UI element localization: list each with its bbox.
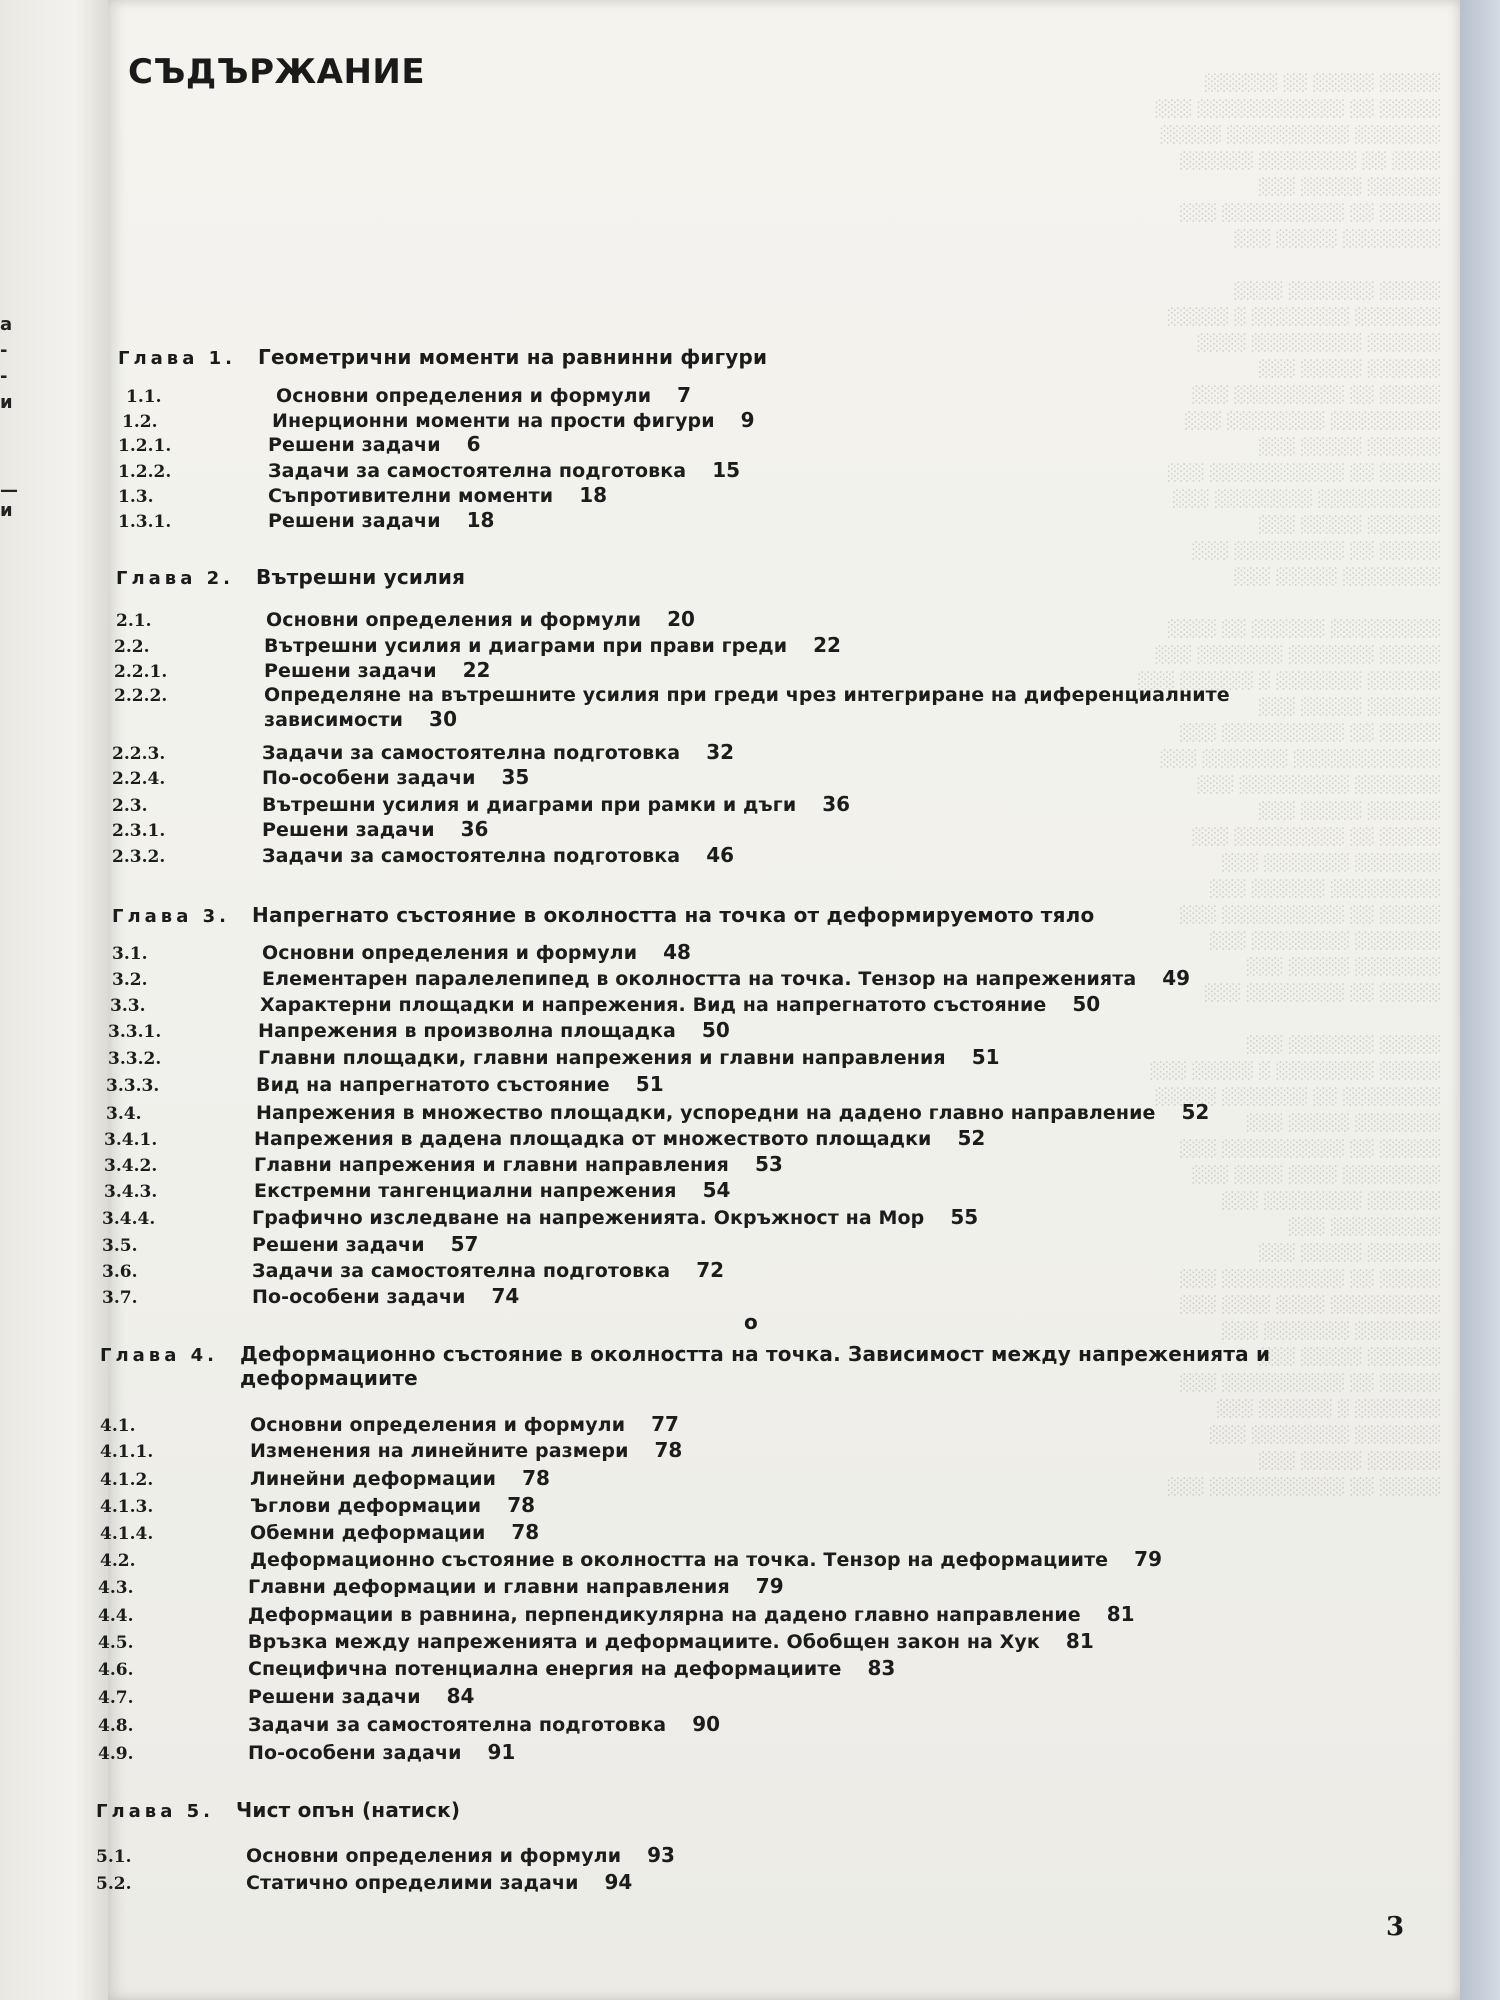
- page-number: 3: [1386, 1912, 1405, 1942]
- entry-number: 1.1.: [126, 387, 162, 407]
- entry-title: Линейни деформации: [250, 1468, 497, 1490]
- entry-number: 2.2.1.: [114, 662, 168, 682]
- chapter-title: Вътрешни усилия: [256, 565, 466, 589]
- entry-number: 3.3.2.: [108, 1049, 162, 1069]
- entry-page: 30: [429, 707, 458, 731]
- entry-title: Напрежения в множество площадки, успоредни на дадено главно направление: [256, 1102, 1156, 1124]
- chapter-heading: [96, 1798, 460, 1822]
- entry-page: 57: [450, 1232, 479, 1256]
- entry-number: 3.7.: [102, 1288, 138, 1308]
- entry-number: 4.1.3.: [100, 1497, 154, 1517]
- entry-number: 1.3.: [118, 487, 154, 507]
- entry-title: Решени задачи: [268, 434, 441, 456]
- entry-number: 3.4.3.: [104, 1182, 158, 1202]
- entry-number: 2.2.: [114, 637, 150, 657]
- entry-title: Основни определения и формули: [250, 1414, 626, 1436]
- entry-title: Главни деформации и главни направления: [248, 1576, 730, 1598]
- toc-entry: [102, 1232, 478, 1257]
- toc-entry: [104, 1126, 985, 1151]
- entry-page: 46: [706, 843, 735, 867]
- entry-title: Основни определения и формули: [266, 609, 642, 631]
- entry-number: 2.3.1.: [112, 821, 166, 841]
- toc-entry: [112, 792, 850, 817]
- toc-entry: [110, 992, 1100, 1017]
- entry-title: Вътрешни усилия и диаграми при рамки и дъги: [262, 794, 797, 816]
- entry-page: 52: [1181, 1100, 1210, 1124]
- toc-entry: [108, 1045, 1000, 1070]
- entry-title: Основни определения и формули: [246, 1845, 622, 1867]
- entry-title: По-особени задачи: [262, 767, 476, 789]
- toc-entry: [122, 408, 755, 433]
- entry-page: 48: [663, 940, 691, 964]
- entry-number: 3.3.1.: [108, 1022, 162, 1042]
- entry-page: 55: [950, 1205, 979, 1229]
- entry-title: Основни определения и формули: [262, 942, 638, 964]
- entry-number: 2.2.2.: [114, 686, 168, 706]
- entry-page: 78: [507, 1493, 536, 1517]
- entry-number: 2.3.: [112, 796, 148, 816]
- chapter-heading: [112, 903, 1094, 927]
- entry-title-text: Определяне на вътрешните усилия при греди чрез интегриране на диференциалните зависимости: [264, 684, 1230, 731]
- entry-page: 78: [654, 1438, 683, 1462]
- entry-number: 1.2.2.: [118, 462, 172, 482]
- entry-title: Специфична потенциална енергия на деформациите: [248, 1658, 842, 1680]
- toc-entry: [98, 1684, 474, 1709]
- entry-number: 1.2.: [122, 412, 158, 432]
- entry-title: Вътрешни усилия и диаграми при прави греди: [264, 635, 788, 657]
- page-title: СЪДЪРЖАНИЕ: [128, 52, 426, 92]
- entry-page: 35: [501, 765, 530, 789]
- entry-title: Връзка между напреженията и деформациите. Обобщен закон на Хук: [248, 1631, 1040, 1653]
- entry-page: 7: [677, 383, 692, 407]
- entry-title: По-особени задачи: [252, 1286, 466, 1308]
- toc-entry: [98, 1656, 895, 1681]
- entry-number: 4.6.: [98, 1660, 134, 1680]
- toc-entry: [96, 1870, 632, 1895]
- entry-number: 4.1.1.: [100, 1442, 154, 1462]
- entry-page: 50: [701, 1018, 730, 1042]
- toc-entry: [102, 1205, 978, 1230]
- bleed-through-text: ░░░░░ ░░░░░ ░░ ░░░░░░ ░░░░░ ░░ ░░░░░░░░░░░░ ░░░ ░░░░░░░ ░░░░░░░░░░ ░░░░░ ░░░░ ░░ ░░░░░░░░ ░░░░░░ ░░░░░░ ░░░░░ ░░░ ░░░░░ ░░ ░░░░░░░░░░ ░░░ ░░░░░░░░ ░░░░░ ░░░ ░░░░░ ░░░░░░░ ░░░░ ░░░░░░░ ░░░░░░░░ ░ ░░░░░ ░░░░░░ ░░░░░░░░░ ░░░░ ░░░░░░ ░░░░░ ░░░ ░░░░░ ░░ ░░░░░░░░░ ░░░ ░░░░░░░░░ ░░░░░░░░ ░░░ ░░░░░░ ░░░░░ ░░░ ░░░░░ ░░ ░░░░░░░░░░░ ░░░ ░░░░░░░░░░ ░░░░░░░░ ░░░ ░░░░░░ ░░░░░ ░░░ ░░░░░ ░░ ░░░░░░░░░ ░░░ ░░░░░░░░ ░░░░░ ░░░ ░░░░░░░░░ ░░░░░░ ░░ ░░░░ ░░░░░ ░░░░░░░ ░░░░░░░ ░░░ ░░░░░░ ░░░░░░░ ░ ░░░░░░ ░░░ ░░░░░░ ░░░░░ ░░░ ░░░░░ ░░ ░░░░░░░░░░ ░░░ ░░░░░░░░░░░░ ░░░░░░░ ░░░ ░░░░░░░ ░░░░░░░░░ ░░░ ░░░░░░ ░░░░░ ░░░ ░░░░░ ░░ ░░░░░░░░░ ░░░ ░░░░░░░ ░░░░░░░ ░░░ ░░░░░░░░░ ░░░░░░ ░░░ ░░░░░ ░░ ░░░░░░░░░░ ░░░ ░░░░░░░ ░░░░░░░░ ░░░ ░░░░░░░ ░░░░░ ░░░ ░░░░░ ░░ ░░░░░░░░ ░░░ ░░░░░ ░░░░░░░ ░░░ ░░░░░ ░░░░░░░░ ░ ░░░░░ ░░░ ░░░░░░░░ ░░ ░░░░░░░ ░░░░░ ░░░░░░░ ░░░░░ ░░░ ░░░░░ ░░ ░░░░░░░░░░ ░░░ ░░░░░░░░ ░░░░ ░░░░ ░░░ ░░░░░░ ░░░░░░░░ ░░░ ░░░░░░░░░ ░░░ ░░░░░░ ░░░░░ ░░░ ░░░░░ ░░ ░░░░░░░░░░ ░░░ ░░░░░░░░░ ░░░░ ░░░░ ░░░ ░░░░░░░ ░░░░░░░ ░░░ ░░░░░░ ░░░░░ ░░░ ░░░░░ ░░ ░░░░░░░░░░ ░░░ ░░░░░░░ ░ ░░░░░░ ░░░ ░░░░░░░ ░░░░░░░░ ░░░ ░░░░░░ ░░░░░ ░░░ ░░░░░ ░░ ░░░░░░░░░░░ ░░░: [1136, 73, 1440, 1496]
- toc-entry: [112, 966, 1190, 991]
- entry-title: Задачи за самостоятелна подготовка: [262, 742, 681, 764]
- entry-page: 18: [579, 483, 608, 507]
- entry-number: 4.9.: [98, 1744, 134, 1764]
- toc-entry: [104, 1152, 783, 1177]
- entry-number: 4.1.2.: [100, 1470, 154, 1490]
- entry-title: Главни площадки, главни напрежения и главни направления: [258, 1047, 946, 1069]
- entry-page: 51: [635, 1072, 664, 1096]
- entry-title: Основни определения и формули: [276, 385, 652, 407]
- entry-number: 4.8.: [98, 1716, 134, 1736]
- toc-entry: [100, 1466, 550, 1491]
- entry-number: 4.2.: [100, 1551, 136, 1571]
- entry-title: Обемни деформации: [250, 1522, 486, 1544]
- toc-entry: [98, 1740, 515, 1765]
- entry-page: 81: [1106, 1602, 1135, 1626]
- entry-title: Изменения на линейните размери: [250, 1440, 629, 1462]
- entry-number: 3.5.: [102, 1236, 138, 1256]
- entry-title: [264, 683, 1304, 732]
- entry-title: Ъглови деформации: [250, 1495, 482, 1517]
- entry-title: Решени задачи: [252, 1234, 425, 1256]
- entry-number: 1.3.1.: [118, 512, 172, 532]
- entry-number: 3.4.4.: [102, 1209, 156, 1229]
- entry-number: 4.7.: [98, 1688, 134, 1708]
- chapter-title: Чист опън (натиск): [236, 1798, 461, 1822]
- entry-number: 3.4.1.: [104, 1130, 158, 1150]
- toc-entry: [98, 1602, 1135, 1627]
- toc-entry: [112, 843, 734, 868]
- toc-entry: [112, 740, 734, 765]
- toc-entry: [98, 1629, 1094, 1654]
- entry-title: Деформации в равнина, перпендикулярна на дадено главно направление: [248, 1604, 1081, 1626]
- entry-page: 77: [651, 1412, 679, 1436]
- entry-number: 2.1.: [116, 611, 152, 631]
- toc-entry: [102, 1258, 724, 1283]
- entry-page: 94: [604, 1870, 633, 1894]
- entry-number: 4.5.: [98, 1633, 134, 1653]
- entry-page: 90: [692, 1712, 721, 1736]
- chapter-title: Деформационно състояние в околността на точка. Зависимост между напреженията и деформациите: [240, 1342, 1271, 1390]
- entry-page: 6: [466, 432, 481, 456]
- entry-title: Графично изследване на напреженията. Окръжност на Мор: [252, 1207, 925, 1229]
- entry-number: 3.1.: [112, 944, 148, 964]
- entry-page: 72: [696, 1258, 725, 1282]
- entry-title: Решени задачи: [248, 1686, 421, 1708]
- entry-title: Напрежения в дадена площадка от множеството площадки: [254, 1128, 932, 1150]
- entry-title: Решени задачи: [268, 510, 441, 532]
- toc-entry: [104, 1178, 730, 1203]
- chapter-label: Глава 5.: [96, 1801, 214, 1822]
- toc-entry: [98, 1712, 720, 1737]
- toc-entry: [102, 1284, 519, 1309]
- entry-number: 3.3.3.: [106, 1076, 160, 1096]
- toc-entry: [112, 940, 691, 965]
- entry-page: 22: [462, 658, 491, 682]
- entry-number: 3.2.: [112, 970, 148, 990]
- toc-entry: [106, 1072, 664, 1097]
- entry-title: Статично определими задачи: [246, 1872, 579, 1894]
- entry-number: 3.6.: [102, 1262, 138, 1282]
- entry-title: По-особени задачи: [248, 1742, 462, 1764]
- previous-page-edge: а - - и — и: [0, 0, 108, 2000]
- entry-number: 5.1.: [96, 1847, 132, 1867]
- toc-entry: [118, 458, 740, 483]
- toc-entry: [100, 1493, 535, 1518]
- entry-number: 2.2.4.: [112, 769, 166, 789]
- entry-page: 74: [491, 1284, 520, 1308]
- toc-entry: [100, 1438, 682, 1463]
- chapter-title: Напрегнато състояние в околността на точка от деформируемото тяло: [252, 903, 1095, 927]
- entry-title: Характерни площадки и напрежения. Вид на напрегнатото състояние: [260, 994, 1047, 1016]
- entry-page: 50: [1072, 992, 1101, 1016]
- toc-entry: [126, 383, 691, 408]
- entry-page: 78: [511, 1520, 540, 1544]
- entry-page: 53: [754, 1152, 783, 1176]
- entry-title: Задачи за самостоятелна подготовка: [248, 1714, 667, 1736]
- entry-title: Екстремни тангенциални напрежения: [254, 1180, 677, 1202]
- entry-page: 32: [706, 740, 735, 764]
- entry-page: 49: [1162, 966, 1191, 990]
- entry-page: 83: [867, 1656, 896, 1680]
- entry-title: Решени задачи: [262, 819, 435, 841]
- toc-entry: [108, 1018, 730, 1043]
- chapter-label: Глава 2.: [116, 568, 234, 589]
- entry-page: 18: [466, 508, 495, 532]
- entry-page: 15: [712, 458, 741, 482]
- entry-page: 54: [702, 1178, 731, 1202]
- entry-page: 91: [487, 1740, 516, 1764]
- toc-entry: [118, 483, 607, 508]
- chapter-heading: [100, 1342, 1340, 1390]
- section-marker: o: [744, 1310, 758, 1334]
- entry-page: 79: [755, 1574, 784, 1598]
- entry-title: Съпротивителни моменти: [268, 485, 554, 507]
- entry-title: Деформационно състояние в околността на точка. Тензор на деформациите: [250, 1549, 1109, 1571]
- toc-entry: [114, 633, 841, 658]
- entry-number: 4.4.: [98, 1606, 134, 1626]
- entry-number: 4.1.: [100, 1416, 136, 1436]
- chapter-heading: [118, 345, 767, 369]
- toc-entry: [112, 765, 529, 790]
- toc-entry: [100, 1520, 539, 1545]
- toc-entry: [96, 1843, 675, 1868]
- entry-title: Решени задачи: [264, 660, 437, 682]
- entry-number: 3.4.: [106, 1104, 142, 1124]
- chapter-title: Геометрични моменти на равнинни фигури: [258, 345, 768, 369]
- entry-number: 3.3.: [110, 996, 146, 1016]
- chapter-heading: [116, 565, 465, 589]
- chapter-label: Глава 4.: [100, 1345, 218, 1366]
- toc-entry: [118, 508, 494, 533]
- toc-entry: [98, 1574, 784, 1599]
- entry-number: 5.2.: [96, 1874, 132, 1894]
- entry-page: 9: [740, 408, 755, 432]
- chapter-label: Глава 1.: [118, 348, 236, 369]
- toc-entry: [116, 607, 695, 632]
- toc-entry: [114, 658, 490, 683]
- entry-number: 2.2.3.: [112, 744, 166, 764]
- entry-page: 22: [813, 633, 841, 657]
- entry-page: 81: [1065, 1629, 1094, 1653]
- entry-page: 36: [460, 817, 489, 841]
- toc-entry: [106, 1100, 1209, 1125]
- toc-entry: [118, 432, 481, 457]
- chapter-label: Глава 3.: [112, 906, 230, 927]
- entry-number: 1.2.1.: [118, 436, 172, 456]
- entry-title: Вид на напрегнатото състояние: [256, 1074, 610, 1096]
- entry-title: Елементарен паралелепипед в околността на точка. Тензор на напреженията: [262, 968, 1137, 990]
- toc-entry: [112, 817, 488, 842]
- entry-number: 4.1.4.: [100, 1524, 154, 1544]
- entry-title: Задачи за самостоятелна подготовка: [262, 845, 681, 867]
- entry-number: 3.4.2.: [104, 1156, 158, 1176]
- entry-page: 79: [1134, 1547, 1163, 1571]
- entry-title: Инерционни моменти на прости фигури: [272, 410, 715, 432]
- entry-number: 2.3.2.: [112, 847, 166, 867]
- entry-page: 51: [971, 1045, 1000, 1069]
- entry-title: Напрежения в произволна площадка: [258, 1020, 676, 1042]
- entry-page: 93: [647, 1843, 675, 1867]
- toc-entry: [100, 1412, 679, 1437]
- entry-title: Задачи за самостоятелна подготовка: [252, 1260, 671, 1282]
- entry-page: 78: [522, 1466, 550, 1490]
- entry-page: 36: [822, 792, 851, 816]
- entry-title: Главни напрежения и главни направления: [254, 1154, 729, 1176]
- entry-page: 20: [667, 607, 695, 631]
- entry-page: 52: [957, 1126, 986, 1150]
- entry-title: Задачи за самостоятелна подготовка: [268, 460, 687, 482]
- entry-page: 84: [446, 1684, 475, 1708]
- entry-number: 4.3.: [98, 1578, 134, 1598]
- toc-entry: [100, 1547, 1162, 1572]
- toc-entry: [114, 683, 1304, 732]
